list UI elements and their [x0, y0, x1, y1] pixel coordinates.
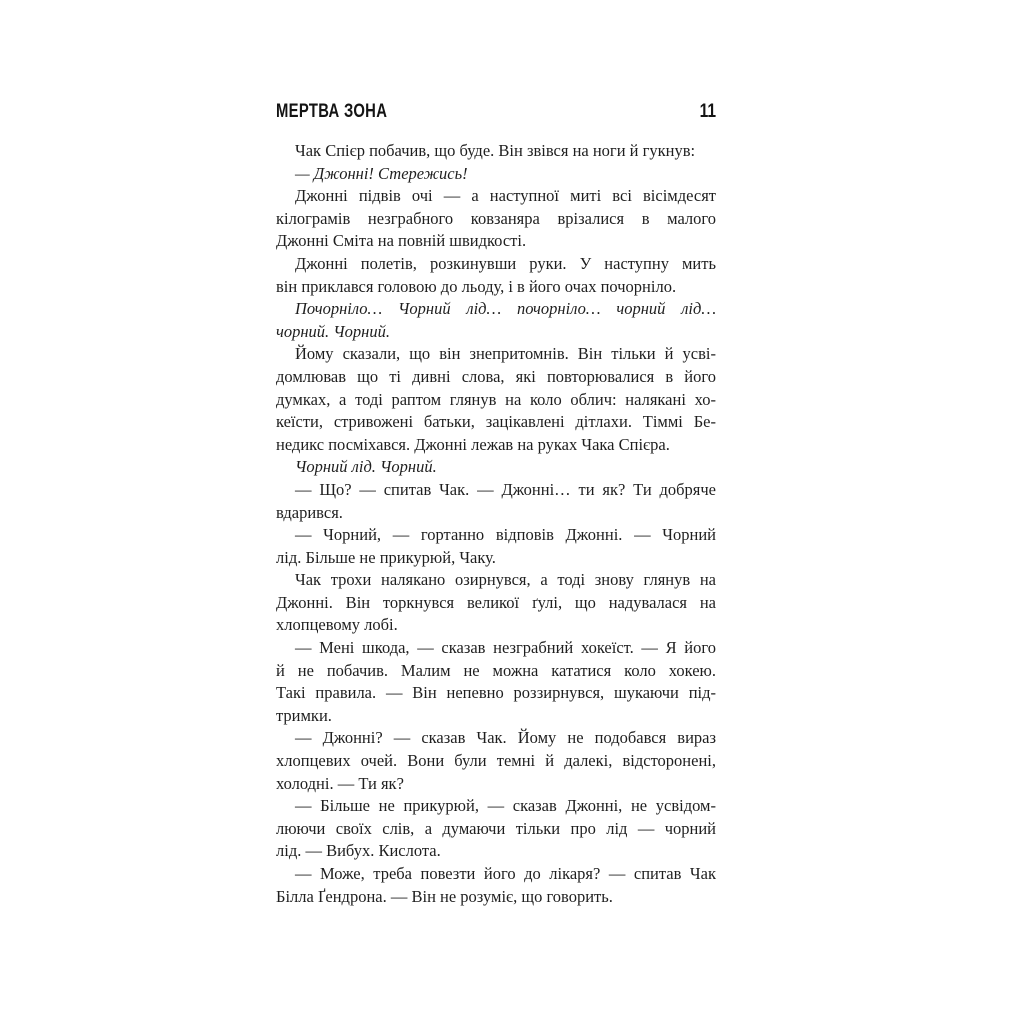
page-number: 11 — [699, 101, 716, 122]
text-line: Чак трохи налякано озирнувся, а тоді знову глянув на — [295, 570, 716, 590]
text-line: Чорний лід. Чорний. — [295, 457, 437, 477]
text-line: холодні. — Ти як? — [276, 773, 404, 793]
text-line: — Мені шкода, — сказав незграбний хокеїст. — Я його — [295, 638, 716, 658]
text-line: хлопцевому лобі. — [276, 615, 398, 635]
text-line: Джонні Сміта на повній швидкості. — [276, 231, 527, 251]
text-line: лід. Більше не прикурюй, Чаку. — [276, 547, 496, 567]
text-line: недикс посміхався. Джонні лежав на руках Чака Спієра. — [276, 434, 670, 454]
paragraph — [276, 479, 716, 524]
text-line: — Джонні! Стережись! — [295, 163, 468, 183]
paragraph — [276, 863, 716, 908]
paragraph — [276, 253, 716, 298]
text-line: Йому сказали, що він знепритомнів. Він тільки й усві- — [295, 344, 716, 364]
text-line: — Що? — спитав Чак. — Джонні… ти як? Ти добряче — [295, 479, 716, 499]
text-line: Джонні. Він торкнувся великої ґулі, що надувалася на — [276, 592, 716, 612]
text-line: вдарився. — [276, 502, 343, 522]
paragraph — [276, 524, 716, 569]
text-line: Джонні полетів, розкинувши руки. У наступну мить — [295, 253, 716, 273]
text-line: — Більше не прикурюй, — сказав Джонні, не усвідом- — [295, 796, 716, 816]
paragraph — [276, 795, 716, 863]
text-line: Такі правила. — Він непевно роззирнувся, шукаючи під- — [276, 683, 716, 703]
running-header — [276, 103, 716, 120]
text-line: домлював що ті дивні слова, які повторювалися в його — [276, 366, 716, 386]
text-line: Чак Спієр побачив, що буде. Він звівся на ноги й гукнув: — [295, 141, 696, 160]
text-line: він приклався головою до льоду, і в його очах почорніло. — [276, 276, 677, 296]
paragraph — [276, 140, 716, 163]
text-line: кеїсти, стривожені батьки, зацікавлені дітлахи. Тіммі Бе- — [276, 412, 716, 432]
text-line: — Чорний, — гортанно відповів Джонні. — Чорний — [295, 525, 716, 545]
paragraph — [276, 637, 716, 727]
running-title: МЕРТВА ЗОНА — [276, 101, 388, 122]
text-line: лід. — Вибух. Кислота. — [276, 841, 441, 861]
text-line: тримки. — [276, 705, 332, 725]
text-line: — Джонні? — сказав Чак. Йому не подобався вираз — [295, 728, 716, 748]
paragraph — [276, 343, 716, 456]
paragraph — [276, 456, 716, 479]
text-line: Джонні підвів очі — а наступної миті всі вісімдесят — [295, 186, 716, 206]
text-line: й не побачив. Малим не можна кататися коло хокею. — [276, 660, 716, 680]
text-line: кілограмів незграбного ковзаняра врізалися в малого — [276, 208, 716, 228]
paragraph — [276, 727, 716, 795]
paragraph — [276, 185, 716, 253]
paragraph — [276, 163, 716, 186]
text-line: — Може, треба повезти його до лікаря? — спитав Чак — [295, 864, 716, 883]
text-line: хлопцевих очей. Вони були темні й далекі, відсторонені, — [276, 751, 716, 771]
text-line: Білла Ґендрона. — Він не розуміє, що говорить. — [276, 886, 613, 906]
text-line: чорний. Чорний. — [276, 321, 390, 341]
text-line: думках, а тоді раптом глянув на коло облич: налякані хо- — [276, 389, 716, 409]
page-body — [276, 140, 716, 908]
text-line: Почорніло… Чорний лід… почорніло… чорний лід… — [295, 299, 716, 319]
paragraph — [276, 569, 716, 637]
text-line: люючи своїх слів, а думаючи тільки про лід — чорний — [276, 818, 716, 838]
paragraph — [276, 298, 716, 343]
